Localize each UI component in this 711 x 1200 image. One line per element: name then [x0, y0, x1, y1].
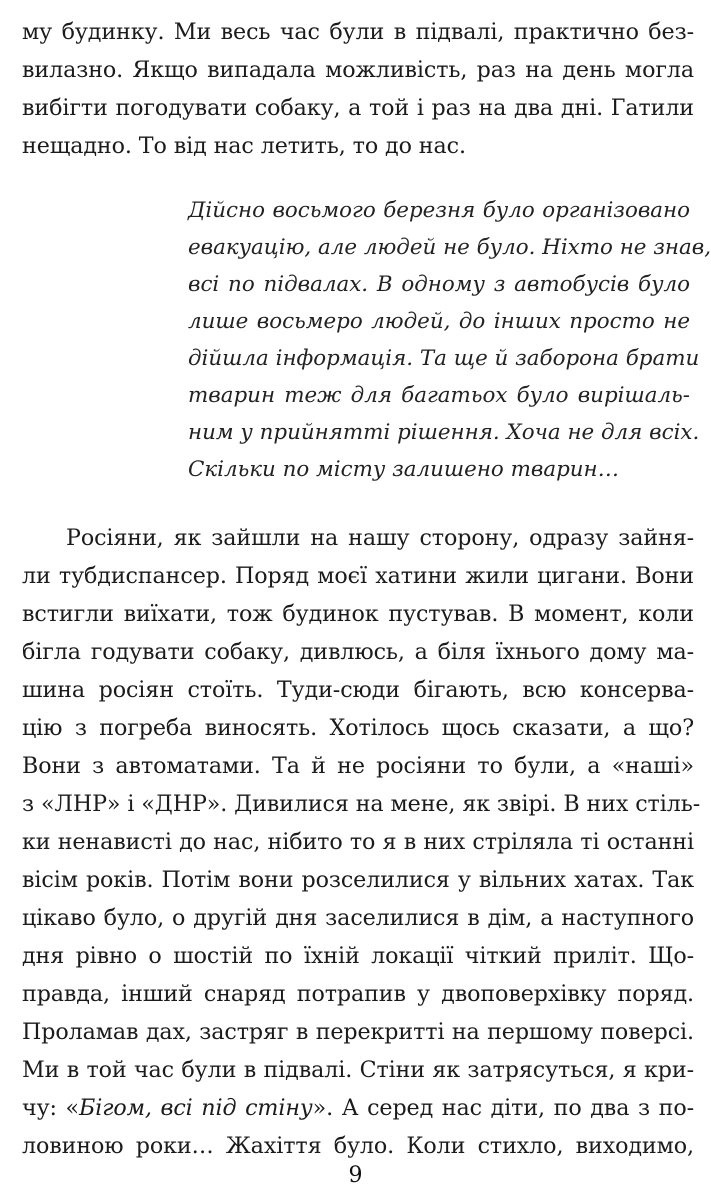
main-paragraph-line-4: бігла годувати собаку, дивлюсь, а біля їхнього дому ма-: [22, 639, 694, 665]
main-paragraph-line-5: шина росіян стоїть. Туди-сюди бігають, всю консерва-: [22, 677, 694, 703]
main-paragraph-line-15: Ми в той час були в підвалі. Стіни як затрясуться, я кри-: [22, 1057, 694, 1083]
top-paragraph-line-4: нещадно. То від нас летить, то до нас.: [22, 133, 466, 159]
page-number: 9: [348, 1163, 363, 1188]
top-paragraph-line-1: му будинку. Ми весь час були в підвалі, практично без-: [22, 19, 694, 45]
main-paragraph-line-8: з «ЛНР» і «ДНР». Дивилися на мене, як звірі. В них стіль-: [22, 791, 701, 817]
top-paragraph-line-2: вилазно. Якщо випадала можливість, раз на день могла: [22, 57, 694, 83]
main-paragraph-line-17: ловиною роки… Жахіття було. Коли стихло, виходимо,: [22, 1133, 694, 1159]
main-paragraph-line-2: ли тубдиспансер. Поряд моєї хатини жили цигани. Вони: [22, 563, 694, 589]
line-16-after: ». А серед нас діти, по два з по-: [312, 1095, 694, 1121]
quote-line-2: евакуацію, але людей не було. Ніхто не знав,: [188, 235, 711, 260]
main-paragraph-line-16: [22, 1090, 694, 1126]
main-paragraph-line-7: Вони з автоматами. Та й не росіяни то були, а «наші»: [22, 753, 694, 779]
quote-line-7: ним у прийнятті рішення. Хоча не для всіх.: [188, 420, 700, 445]
quote-line-4: лише восьмеро людей, до інших просто не: [188, 309, 690, 334]
main-paragraph-line-9: ки ненависті до нас, нібито то я в них стріляла ті останні: [22, 829, 694, 855]
main-paragraph-line-1: Росіяни, як зайшли на нашу сторону, одразу зайня-: [66, 525, 694, 551]
main-paragraph-line-14: Проламав дах, застряг в перекритті на першому поверсі.: [22, 1019, 694, 1045]
quote-line-6: тварин теж для багатьох було вирішаль-: [188, 383, 690, 408]
quote-line-8: Скільки по місту залишено тварин…: [188, 457, 620, 482]
main-paragraph-line-6: цію з погреба виносять. Хотілось щось сказати, а що?: [22, 715, 694, 741]
top-paragraph-line-3: вибігти погодувати собаку, а той і раз на два дні. Гатили: [22, 95, 694, 121]
main-paragraph-line-10: вісім років. Потім вони розселилися у вільних хатах. Так: [22, 867, 694, 893]
italic-quote-inline: Бігом, всі під стіну: [79, 1095, 313, 1121]
main-paragraph-line-3: встигли виїхати, тож будинок пустував. В момент, коли: [22, 601, 694, 627]
main-paragraph-line-11: цікаво було, о другій дня заселилися в дім, а наступного: [22, 905, 694, 931]
main-paragraph-line-12: дня рівно о шостій по їхній локації чіткий приліт. Що-: [22, 943, 694, 969]
quote-line-3: всі по підвалах. В одному з автобусів було: [188, 272, 690, 297]
quote-line-5: дійшла інформація. Та ще й заборона брати: [188, 346, 700, 371]
quote-line-1: Дійсно восьмого березня було організовано: [188, 198, 690, 223]
main-paragraph-line-13: правда, інший снаряд потрапив у двоповерхівку поряд.: [22, 981, 694, 1007]
line-16-before: чу: «: [22, 1095, 80, 1121]
